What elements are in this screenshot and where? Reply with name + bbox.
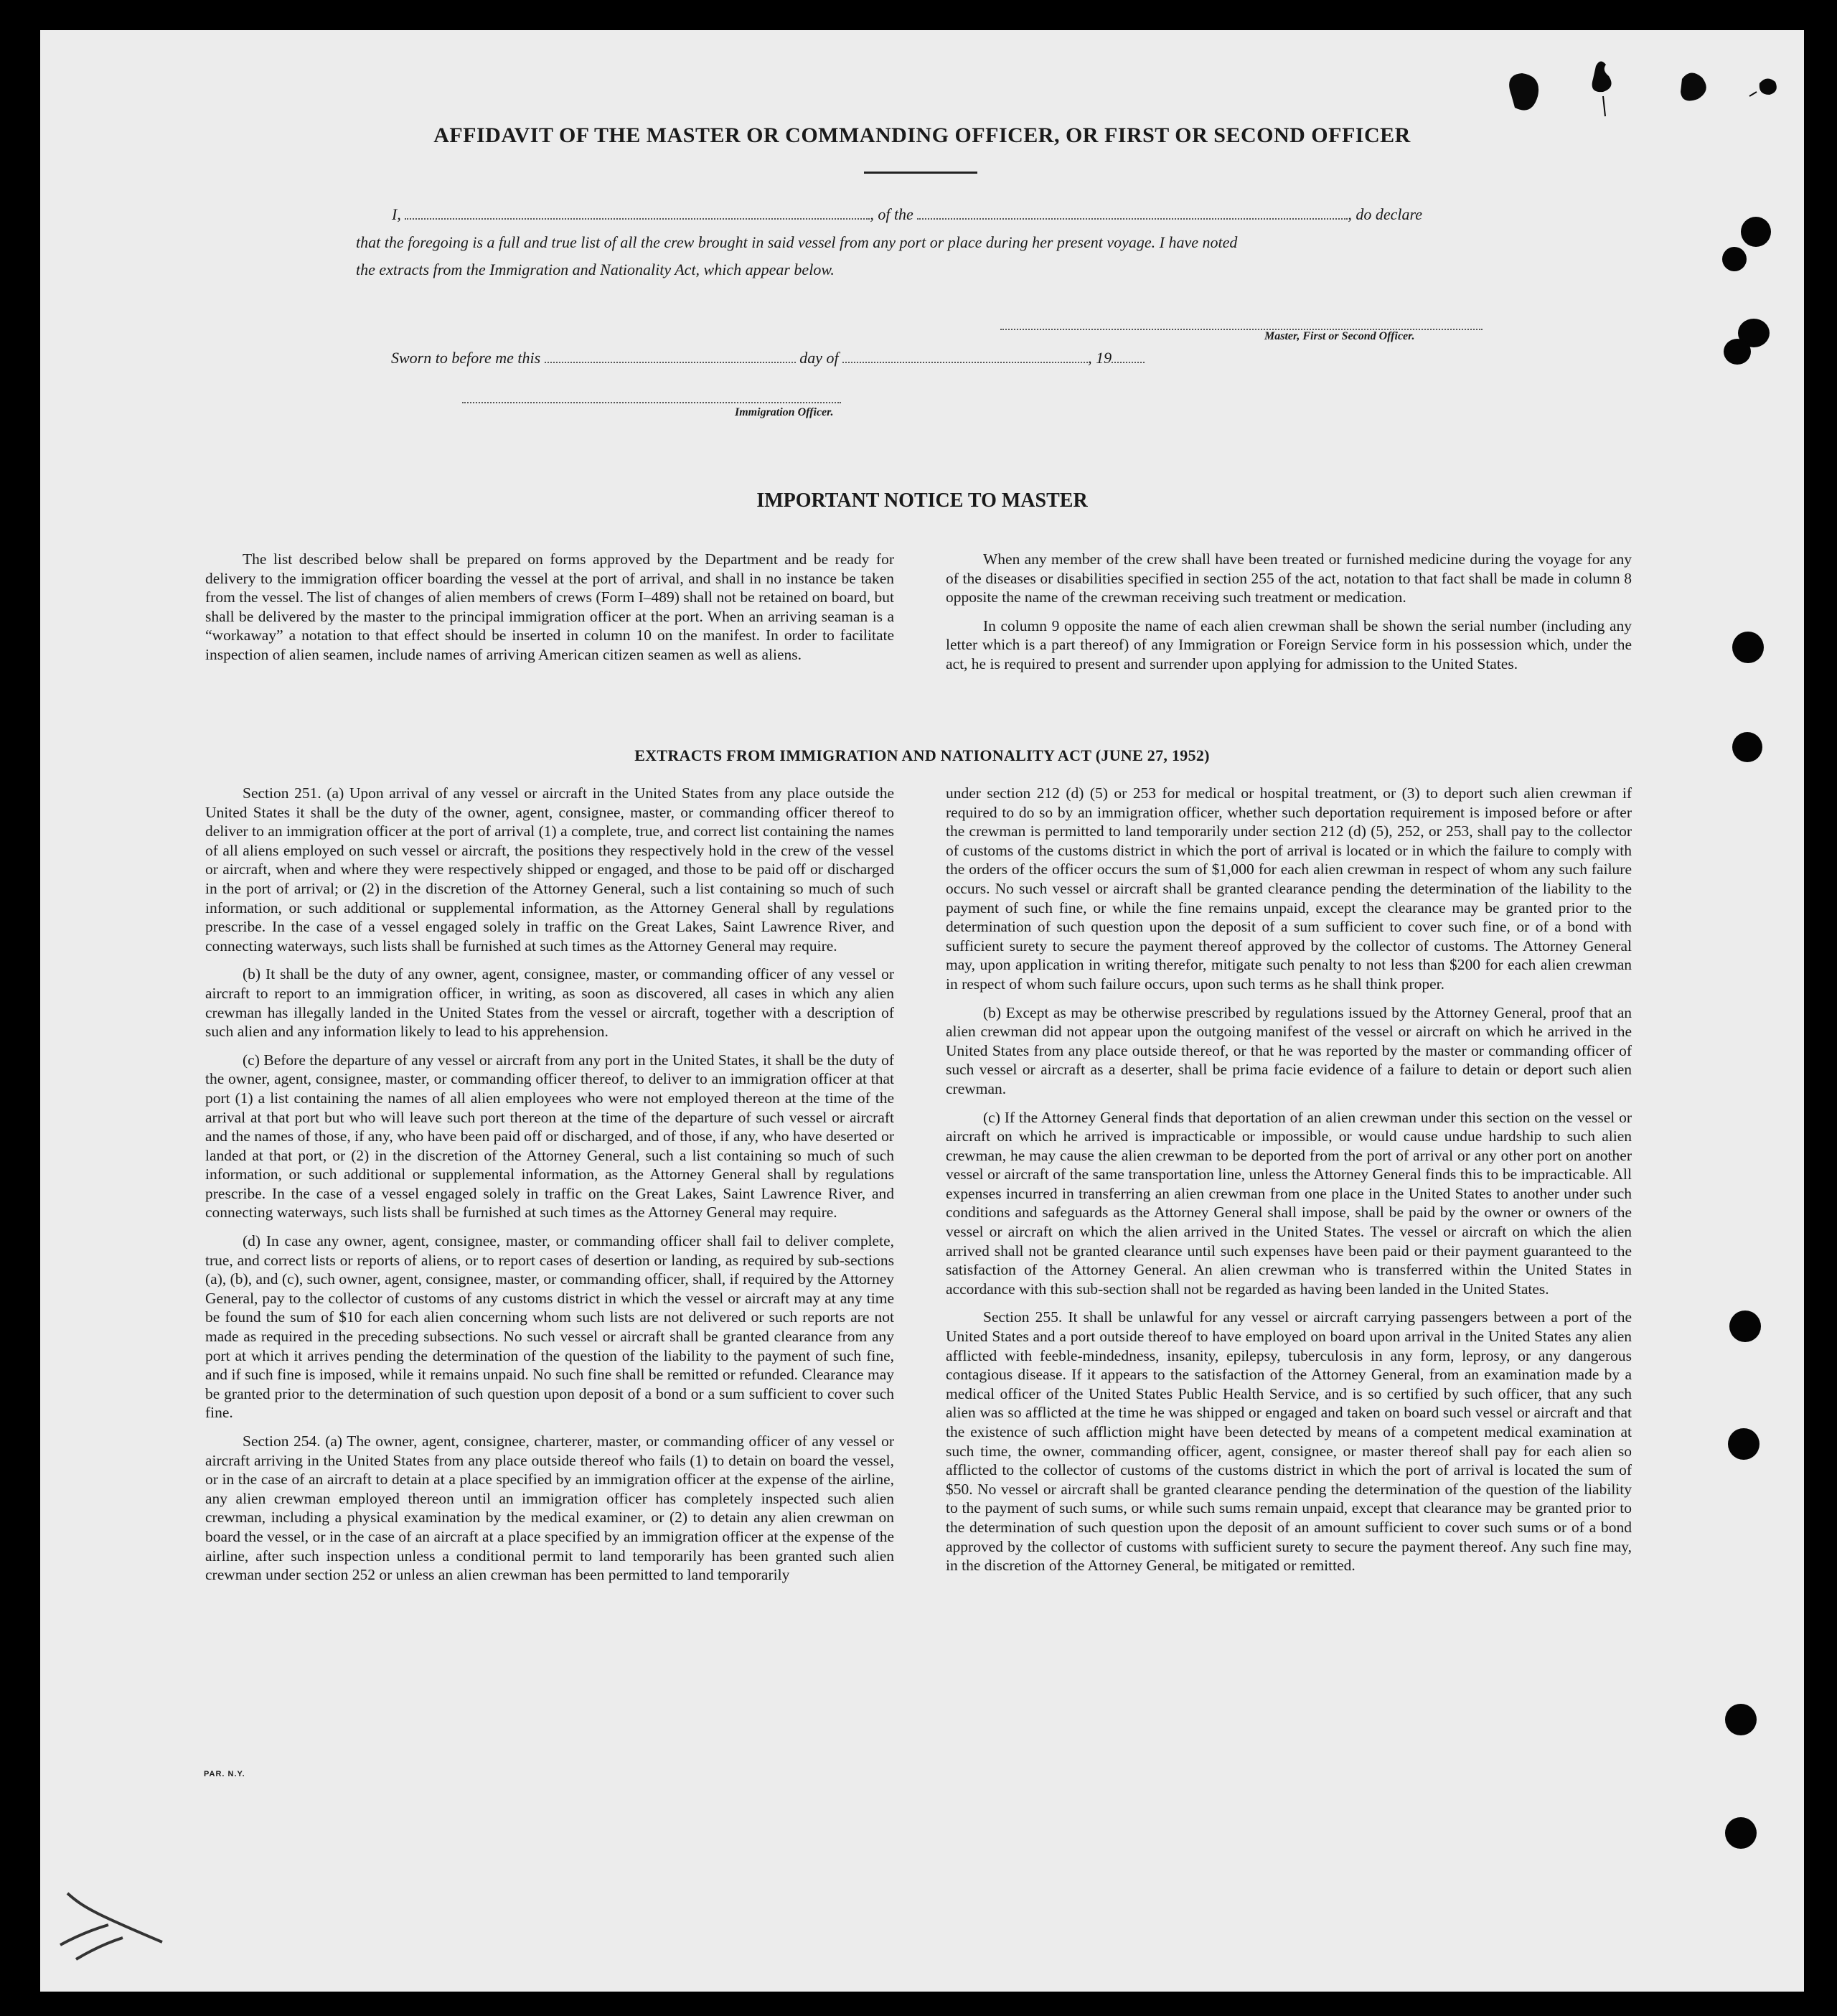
binding-marks-top bbox=[1490, 44, 1798, 123]
vessel-blank[interactable] bbox=[917, 207, 1348, 220]
handwritten-mark bbox=[55, 1879, 169, 1979]
punch-hole bbox=[1725, 1817, 1757, 1849]
year-blank[interactable] bbox=[1112, 350, 1145, 363]
do-declare-label: , do declare bbox=[1348, 205, 1422, 223]
affidavit-line-3: the extracts from the Immigration and Nationality Act, which appear below. bbox=[356, 261, 835, 278]
notice-left-paragraph: The list described below shall be prepared on forms approved by the Department and be ready for delivery to the immigration officer boarding the vessel at the port of arrival, and shall in no instance be taken from the vessel. The list of changes of alien members of crews (Form I–489) shall not be retained on board, but shall be delivered by the master to the principal immigration officer at the port. When an arriving seaman is a “workaway” a notation to that effect should be inserted in column 10 on the manifest. In order to facilitate inspection of alien seamen, include names of arriving American citizen seamen as well as aliens. bbox=[205, 550, 894, 663]
day-of-label: day of bbox=[799, 349, 839, 367]
notice-right-paragraph-1: When any member of the crew shall have been treated or furnished medicine during the voyage for any of the diseases or disabilities specified in section 255 of the act, notation to that fact shall be made in column 8 opposite the name of the crewman receiving such treatment or medication. bbox=[946, 550, 1632, 606]
month-blank[interactable] bbox=[842, 350, 1088, 363]
name-blank[interactable] bbox=[405, 207, 870, 220]
punch-hole bbox=[1722, 247, 1747, 271]
officer-caption: Immigration Officer. bbox=[735, 406, 834, 418]
punch-hole bbox=[1724, 339, 1751, 365]
section-254-a: Section 254. (a) The owner, agent, consignee, charterer, master, or commanding officer of any vessel or aircraft arriving in the United States from any place outside thereof who fails (1) to detain on board the vessel, or in the case of an aircraft to detain at a place specified by an immigration officer at the expense of the airline, any alien crewman employed thereon until an immigration officer has completely inspected such alien crewman, including a physical examination by the medical examiner, or (2) to detain any alien crewman on board the vessel, or in the case of an aircraft at a place specified by an immigration officer at the expense of the airline, after such inspection unless a conditional permit to land temporarily has been granted such alien crewman under section 252 or unless an alien crewman has been permitted to land temporarily bbox=[205, 1433, 894, 1584]
notice-left-column bbox=[205, 550, 894, 674]
punch-hole bbox=[1728, 1428, 1760, 1460]
master-caption: Master, First or Second Officer. bbox=[1264, 330, 1415, 342]
extracts-title: EXTRACTS FROM IMMIGRATION AND NATIONALITY ACT (JUNE 27, 1952) bbox=[634, 746, 1210, 764]
notice-right-column bbox=[946, 550, 1632, 683]
section-251-a: Section 251. (a) Upon arrival of any vessel or aircraft in the United States from any place outside the United States it shall be the duty of the owner, agent, consignee, master, or commanding officer thereof to deliver to an immigration officer at the port of arrival (1) a complete, true, and correct list containing the names of all aliens employed on such vessel or aircraft, the positions they respectively hold in the crew of the vessel or aircraft, when and where they were respectively shipped or engaged, and those to be paid off or discharged in the port of arrival; or (2) in the discretion of the Attorney General, such a list containing so much of such information, or such additional or supplemental information, as the Attorney General shall by regulations prescribe. In the case of a vessel engaged solely in traffic on the Great Lakes, Saint Lawrence River, and connecting waterways, such lists shall be furnished at such times as the Attorney General may require. bbox=[205, 784, 894, 955]
sworn-label: Sworn to before me this bbox=[391, 349, 541, 367]
year-label: , 19 bbox=[1088, 349, 1112, 367]
affidavit-line-2: that the foregoing is a full and true list of all the crew brought in said vessel from any port or place during her present voyage. I have noted bbox=[356, 233, 1238, 251]
affidavit-line-1 bbox=[392, 205, 1422, 224]
affidavit-title: AFFIDAVIT OF THE MASTER OR COMMANDING OFFICER, OR FIRST OR SECOND OFFICER bbox=[433, 123, 1411, 147]
sworn-line bbox=[391, 349, 1145, 367]
extracts-left-column bbox=[205, 784, 894, 1594]
section-254-c: (c) If the Attorney General finds that deportation of an alien crewman under this section on the vessel or aircraft on which he arrived is impracticable or impossible, or would cause undue hardship to such alien crewman, he may cause the alien crewman to be deported from the port of arrival or any other port on another vessel or aircraft of the same transportation line, unless the Attorney General finds this to be impracticable. All expenses incurred in transferring an alien crewman from one place in the United States to another under such conditions and safeguards as the Attorney General shall impose, shall be paid by the owner or owners of the vessel or aircraft on which the alien arrived in the United States. The vessel or aircraft on which the alien arrived shall not be granted clearance until such expenses have been paid or their payment guaranteed to the satisfaction of the Attorney General. An alien crewman who is transferred within the United States in accordance with this sub-section shall not be regarded as having been landed in the United States. bbox=[946, 1108, 1632, 1298]
section-255: Section 255. It shall be unlawful for any vessel or aircraft carrying passengers between a port of the United States and a port outside thereof to have employed on board upon arrival in the United States any alien afflicted with feeble-mindedness, insanity, epilepsy, tuberculosis in any form, leprosy, or any dangerous contagious disease. If it appears to the satisfaction of the Attorney General, from an examination made by a medical officer of the United States Public Health Service, and is so certified by such officer, that any such alien was so afflicted at the time he was shipped or engaged and taken on board such vessel or aircraft and that the existence of such affliction might have been detected by means of a competent medical examination at such time, the owner, commanding officer, agent, consignee, or master thereof shall pay for each alien so afflicted to the collector of customs of the customs district in which the port of arrival is located the sum of $50. No vessel or aircraft shall be granted clearance pending the determination of the question of the liability to the payment of such sums, or while such sums remain unpaid, except that clearance may be granted prior to the determination of such question upon the deposit of an amount sufficient to cover such sums or of a bond approved by the collector of customs with sufficient surety to secure the payment thereof. Any such fine may, in the discretion of the Attorney General, be mitigated or remitted. bbox=[946, 1308, 1632, 1575]
extracts-right-column bbox=[946, 784, 1632, 1585]
section-254-a-continued: under section 212 (d) (5) or 253 for medical or hospital treatment, or (3) to deport such alien crewman if required to do so by an immigration officer, whether such deportation requirement is imposed before or after the crewman is permitted to land temporarily under section 212 (d) (5), 252, or 253, shall pay to the collector of customs of the customs district in which the port of arrival is located or in which the failure to comply with the orders of the officer occurs the sum of $1,000 for each alien crewman in respect of whom any such failure occurs. No such vessel or aircraft shall be granted clearance pending the determination of the liability to the payment of such fine, or while the fine remains unpaid, except the clearance may be granted prior to the determination of such question upon the deposit of a sum sufficient to cover such fine, or of a bond with sufficient surety to secure the payment thereof approved by the collector of customs. The Attorney General may, upon application in writing therefor, mitigate such penalty to not less than $200 for each alien crewman in respect of whom such failure occurs, upon such terms as he shall think proper. bbox=[946, 784, 1632, 993]
section-251-d: (d) In case any owner, agent, consignee, master, or commanding officer shall fail to deliver complete, true, and correct lists or reports of aliens, or to report cases of desertion or landing, as required by sub-sections (a), (b), and (c), such owner, agent, consignee, master, or commanding officer, shall, if required by the Attorney General, pay to the collector of customs of any customs district in which the vessel or aircraft may at any time be found the sum of $10 for each alien concerning whom such lists are not delivered or such reports are not made as required in the preceding subsections. No such vessel or aircraft shall be granted clearance from any port at which it arrives pending the determination of the question of the liability to the payment of such fine, and if such fine is imposed, while it remains unpaid. No such fine shall be remitted or refunded. Clearance may be granted prior to the determination of such question upon deposit of a bond or a sum sufficient to cover such fine. bbox=[205, 1232, 894, 1422]
section-251-b: (b) It shall be the duty of any owner, agent, consignee, master, or commanding officer of any vessel or aircraft to report to an immigration officer, in writing, as soon as discovered, all cases in which any alien crewman has illegally landed in the United States from the vessel or aircraft, together with a description of such alien and any information likely to lead to his apprehension. bbox=[205, 965, 894, 1041]
section-254-b: (b) Except as may be otherwise prescribed by regulations issued by the Attorney General, proof that an alien crewman did not appear upon the outgoing manifest of the vessel or aircraft on which he arrived in the United States from any place outside thereof, or that he was reported by the master or commanding officer of such vessel or aircraft as a deserter, shall be prima facie evidence of a failure to detain or deport such alien crewman. bbox=[946, 1003, 1632, 1097]
document-page bbox=[40, 30, 1804, 1992]
section-251-c: (c) Before the departure of any vessel or aircraft from any port in the United States, it shall be the duty of the owner, agent, consignee, master, or commanding officer thereof, to deliver to an immigration officer at that port (1) a list containing the names of all alien employees who were not employed thereon at the time of the arrival at that port but who will leave such port thereon at the time of the departure of such vessel or aircraft and the names of those, if any, who have been paid off or discharged, and of those, if any, who have deserted or landed at that port, or (2) in the discretion of the Attorney General, such a list containing so much of such information, or such additional or supplemental information, as the Attorney General shall by regulations prescribe. In the case of a vessel engaged solely in traffic on the Great Lakes, Saint Lawrence River, and connecting waterways, such lists shall be furnished at such times as the Attorney General may require. bbox=[205, 1051, 894, 1222]
punch-hole bbox=[1729, 1311, 1761, 1342]
punch-hole bbox=[1732, 632, 1764, 663]
day-blank[interactable] bbox=[545, 350, 796, 363]
punch-hole bbox=[1741, 217, 1771, 247]
title-underline bbox=[864, 172, 977, 174]
punch-hole bbox=[1732, 732, 1762, 762]
officer-signature-line[interactable] bbox=[462, 402, 841, 403]
affidavit-i-label: I, bbox=[392, 205, 401, 223]
of-the-label: , of the bbox=[870, 205, 913, 223]
notice-title: IMPORTANT NOTICE TO MASTER bbox=[756, 489, 1088, 512]
notice-right-paragraph-2: In column 9 opposite the name of each alien crewman shall be shown the serial number (including any letter which is a part thereof) of any Immigration or Foreign Service form in his possession which, under the act, he is required to present and surrender upon applying for admission to the United States. bbox=[946, 616, 1632, 672]
printer-imprint: PAR. N.Y. bbox=[204, 1770, 245, 1778]
punch-hole bbox=[1725, 1704, 1757, 1735]
